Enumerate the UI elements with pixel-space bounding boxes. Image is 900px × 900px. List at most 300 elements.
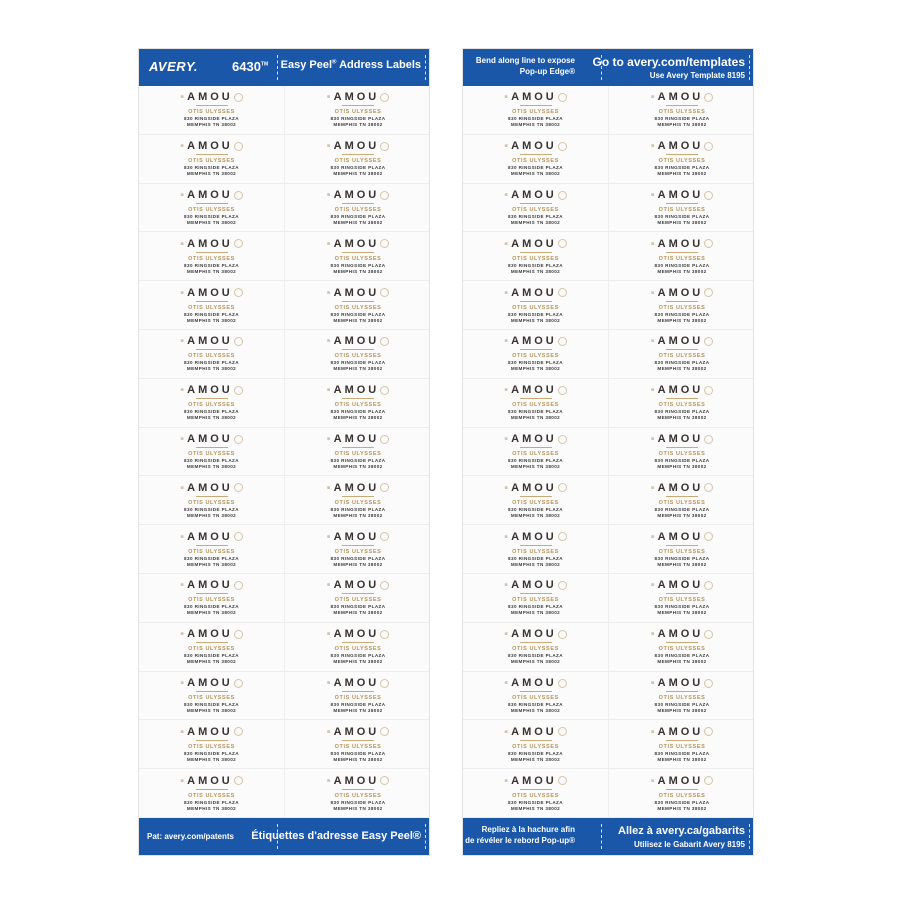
address-line-2: MEMPHIS TN 38002: [657, 463, 707, 469]
address-line-1: 830 RINGSIDE PLAZA: [654, 701, 710, 707]
address-line-1: 830 RINGSIDE PLAZA: [508, 750, 563, 756]
brand-initial-icon: ▪: [180, 579, 188, 592]
brand-initial-icon: ▪: [326, 676, 334, 689]
divider: [342, 447, 374, 448]
divider: [342, 691, 374, 692]
brand-logo: ▪AMOU: [504, 91, 567, 103]
brand-emblem-icon: [558, 93, 567, 102]
brand-emblem-icon: [704, 142, 713, 151]
address-line-2: MEMPHIS TN 38002: [186, 512, 237, 518]
address-line-2: MEMPHIS TN 38002: [657, 219, 707, 225]
address-line-1: 830 RINGSIDE PLAZA: [508, 604, 563, 610]
recipient-name: OTIS ULYSSES: [512, 402, 559, 409]
divider: [196, 691, 228, 692]
recipient-name: OTIS ULYSSES: [512, 353, 559, 360]
address-line-1: 830 RINGSIDE PLAZA: [654, 750, 710, 756]
bend-instructions: Bend along line to expose Pop-up Edge®: [475, 56, 575, 76]
brand-logo: ▪AMOU: [180, 335, 243, 347]
address-line-1: 830 RINGSIDE PLAZA: [330, 701, 386, 707]
divider: [666, 447, 698, 448]
recipient-name: OTIS ULYSSES: [512, 109, 559, 116]
sheet-footer-bar: [139, 818, 429, 855]
brand-initial-icon: ▪: [180, 725, 188, 738]
recipient-name: OTIS ULYSSES: [334, 402, 382, 409]
brand-logo: ▪AMOU: [180, 140, 243, 152]
brand-emblem-icon: [558, 142, 567, 151]
perforation-mark: [749, 824, 750, 849]
brand-logo: ▪AMOU: [180, 677, 243, 689]
address-line-2: MEMPHIS TN 38002: [657, 756, 707, 762]
brand-initial-icon: ▪: [504, 140, 512, 153]
brand-emblem-icon: [558, 191, 567, 200]
brand-emblem-icon: [380, 727, 389, 736]
address-line-2: MEMPHIS TN 38002: [186, 219, 237, 225]
recipient-name: OTIS ULYSSES: [512, 499, 559, 506]
address-label: [139, 623, 285, 672]
address-label: [139, 672, 285, 721]
brand-initial-icon: ▪: [504, 91, 512, 104]
brand-emblem-icon: [380, 386, 389, 395]
brand-emblem-icon: [234, 435, 243, 444]
divider: [196, 496, 228, 497]
address-line-2: MEMPHIS TN 38002: [333, 756, 383, 762]
brand-initial-icon: ▪: [650, 286, 658, 299]
address-label: [463, 135, 609, 184]
brand-logo: ▪AMOU: [327, 531, 390, 543]
brand-logo: ▪AMOU: [327, 287, 390, 299]
template-link-fr: Allez à avery.ca/gabarits Utilisez le Gabarit Avery 8195: [618, 825, 745, 849]
address-line-2: MEMPHIS TN 38002: [510, 707, 561, 713]
divider: [666, 349, 698, 350]
divider: [666, 398, 698, 399]
product-number: 6430™: [232, 59, 269, 74]
divider: [342, 349, 374, 350]
brand-emblem-icon: [558, 337, 567, 346]
brand-logo: ▪AMOU: [180, 482, 243, 494]
brand-logo: ▪AMOU: [327, 140, 390, 152]
recipient-name: OTIS ULYSSES: [658, 646, 706, 653]
divider: [666, 691, 698, 692]
recipient-name: OTIS ULYSSES: [658, 109, 706, 116]
divider: [666, 642, 698, 643]
brand-logo: ▪AMOU: [504, 335, 567, 347]
address-line-2: MEMPHIS TN 38002: [186, 122, 237, 128]
address-line-1: 830 RINGSIDE PLAZA: [330, 653, 386, 659]
brand-logo: ▪AMOU: [651, 726, 714, 738]
address-label: [609, 184, 754, 233]
address-line-2: MEMPHIS TN 38002: [510, 268, 561, 274]
divider: [196, 203, 228, 204]
address-label: [609, 232, 754, 281]
brand-emblem-icon: [558, 679, 567, 688]
address-label: [285, 769, 430, 818]
brand-initial-icon: ▪: [504, 481, 512, 494]
address-label: [285, 86, 430, 135]
address-line-1: 830 RINGSIDE PLAZA: [330, 311, 386, 317]
recipient-name: OTIS ULYSSES: [658, 206, 706, 213]
recipient-name: OTIS ULYSSES: [188, 548, 235, 555]
address-label: [463, 232, 609, 281]
brand-logo: ▪AMOU: [504, 482, 567, 494]
brand-logo: ▪AMOU: [327, 384, 390, 396]
brand-logo: ▪AMOU: [651, 91, 714, 103]
brand-logo: ▪AMOU: [504, 238, 567, 250]
address-line-2: MEMPHIS TN 38002: [333, 512, 383, 518]
address-line-2: MEMPHIS TN 38002: [186, 561, 237, 567]
divider: [196, 105, 228, 106]
recipient-name: OTIS ULYSSES: [188, 792, 235, 799]
address-label: [285, 184, 430, 233]
recipient-name: OTIS ULYSSES: [188, 109, 235, 116]
brand-logo: ▪AMOU: [327, 91, 390, 103]
brand-initial-icon: ▪: [326, 774, 334, 787]
divider: [666, 789, 698, 790]
brand-logo: ▪AMOU: [651, 775, 714, 787]
brand-initial-icon: ▪: [180, 432, 188, 445]
divider: [666, 203, 698, 204]
address-label: [609, 379, 754, 428]
address-line-1: 830 RINGSIDE PLAZA: [654, 360, 710, 366]
brand-emblem-icon: [234, 679, 243, 688]
brand-logo: ▪AMOU: [504, 726, 567, 738]
brand-logo: ▪AMOU: [180, 579, 243, 591]
brand-emblem-icon: [380, 93, 389, 102]
address-line-2: MEMPHIS TN 38002: [510, 317, 561, 323]
recipient-name: OTIS ULYSSES: [334, 109, 382, 116]
address-line-1: 830 RINGSIDE PLAZA: [330, 604, 386, 610]
recipient-name: OTIS ULYSSES: [512, 646, 559, 653]
address-line-1: 830 RINGSIDE PLAZA: [330, 506, 386, 512]
brand-emblem-icon: [704, 337, 713, 346]
address-line-1: 830 RINGSIDE PLAZA: [654, 311, 710, 317]
address-label: [285, 379, 430, 428]
address-line-2: MEMPHIS TN 38002: [657, 512, 707, 518]
address-label: [139, 379, 285, 428]
brand-emblem-icon: [380, 532, 389, 541]
brand-initial-icon: ▪: [650, 237, 658, 250]
brand-logo: ▪AMOU: [180, 433, 243, 445]
brand-initial-icon: ▪: [180, 676, 188, 689]
recipient-name: OTIS ULYSSES: [334, 646, 382, 653]
brand-initial-icon: ▪: [650, 188, 658, 201]
brand-emblem-icon: [380, 435, 389, 444]
recipient-name: OTIS ULYSSES: [188, 646, 235, 653]
divider: [342, 789, 374, 790]
brand-emblem-icon: [704, 679, 713, 688]
recipient-name: OTIS ULYSSES: [188, 158, 235, 165]
address-line-2: MEMPHIS TN 38002: [510, 415, 561, 421]
recipient-name: OTIS ULYSSES: [334, 206, 382, 213]
brand-initial-icon: ▪: [650, 676, 658, 689]
address-line-1: 830 RINGSIDE PLAZA: [654, 116, 710, 122]
divider: [342, 398, 374, 399]
brand-logo: ▪AMOU: [327, 238, 390, 250]
recipient-name: OTIS ULYSSES: [188, 743, 235, 750]
brand-emblem-icon: [558, 532, 567, 541]
brand-emblem-icon: [558, 727, 567, 736]
address-line-1: 830 RINGSIDE PLAZA: [508, 799, 563, 805]
brand-emblem-icon: [234, 776, 243, 785]
brand-emblem-icon: [558, 386, 567, 395]
brand-emblem-icon: [558, 630, 567, 639]
address-line-1: 830 RINGSIDE PLAZA: [330, 360, 386, 366]
brand-initial-icon: ▪: [650, 432, 658, 445]
address-label: [609, 525, 754, 574]
brand-logo: ▪AMOU: [327, 775, 390, 787]
brand-initial-icon: ▪: [180, 628, 188, 641]
address-line-2: MEMPHIS TN 38002: [657, 366, 707, 372]
brand-emblem-icon: [234, 727, 243, 736]
address-line-1: 830 RINGSIDE PLAZA: [184, 701, 239, 707]
address-label: [285, 428, 430, 477]
recipient-name: OTIS ULYSSES: [658, 402, 706, 409]
address-line-2: MEMPHIS TN 38002: [186, 805, 237, 811]
brand-logo: ▪AMOU: [327, 482, 390, 494]
brand-initial-icon: ▪: [180, 774, 188, 787]
address-line-1: 830 RINGSIDE PLAZA: [184, 311, 239, 317]
brand-initial-icon: ▪: [326, 579, 334, 592]
address-line-2: MEMPHIS TN 38002: [510, 463, 561, 469]
brand-initial-icon: ▪: [326, 188, 334, 201]
patents-text: Pat: avery.com/patents: [147, 832, 234, 841]
divider: [666, 105, 698, 106]
brand-logo: ▪AMOU: [327, 628, 390, 640]
recipient-name: OTIS ULYSSES: [188, 597, 235, 604]
recipient-name: OTIS ULYSSES: [658, 792, 706, 799]
recipient-name: OTIS ULYSSES: [188, 450, 235, 457]
recipient-name: OTIS ULYSSES: [512, 158, 559, 165]
brand-initial-icon: ▪: [326, 432, 334, 445]
address-label: [609, 135, 754, 184]
brand-initial-icon: ▪: [504, 384, 512, 397]
divider: [196, 593, 228, 594]
address-line-1: 830 RINGSIDE PLAZA: [184, 116, 239, 122]
brand-emblem-icon: [380, 239, 389, 248]
brand-initial-icon: ▪: [180, 530, 188, 543]
brand-logo: ▪AMOU: [651, 433, 714, 445]
brand-initial-icon: ▪: [650, 384, 658, 397]
address-label: [609, 623, 754, 672]
address-line-2: MEMPHIS TN 38002: [333, 122, 383, 128]
recipient-name: OTIS ULYSSES: [658, 499, 706, 506]
brand-emblem-icon: [234, 337, 243, 346]
divider: [342, 642, 374, 643]
brand-emblem-icon: [704, 288, 713, 297]
address-label: [139, 769, 285, 818]
address-label: [463, 86, 609, 135]
address-line-1: 830 RINGSIDE PLAZA: [184, 213, 239, 219]
brand-initial-icon: ▪: [326, 384, 334, 397]
address-line-1: 830 RINGSIDE PLAZA: [508, 701, 563, 707]
recipient-name: OTIS ULYSSES: [334, 743, 382, 750]
brand-logo: ▪AMOU: [180, 238, 243, 250]
address-line-1: 830 RINGSIDE PLAZA: [654, 262, 710, 268]
address-label: [139, 184, 285, 233]
address-line-2: MEMPHIS TN 38002: [657, 561, 707, 567]
recipient-name: OTIS ULYSSES: [188, 499, 235, 506]
recipient-name: OTIS ULYSSES: [188, 353, 235, 360]
address-label: [139, 525, 285, 574]
divider: [342, 545, 374, 546]
recipient-name: OTIS ULYSSES: [334, 499, 382, 506]
brand-logo: ▪AMOU: [651, 287, 714, 299]
brand-initial-icon: ▪: [650, 628, 658, 641]
brand-emblem-icon: [558, 435, 567, 444]
address-line-1: 830 RINGSIDE PLAZA: [508, 311, 563, 317]
address-line-2: MEMPHIS TN 38002: [657, 659, 707, 665]
address-line-2: MEMPHIS TN 38002: [510, 512, 561, 518]
brand-logo: ▪AMOU: [327, 335, 390, 347]
recipient-name: OTIS ULYSSES: [512, 743, 559, 750]
address-line-1: 830 RINGSIDE PLAZA: [330, 262, 386, 268]
divider: [520, 154, 552, 155]
brand-initial-icon: ▪: [504, 774, 512, 787]
recipient-name: OTIS ULYSSES: [334, 548, 382, 555]
address-line-2: MEMPHIS TN 38002: [186, 317, 237, 323]
address-label: [609, 720, 754, 769]
brand-emblem-icon: [704, 581, 713, 590]
brand-logo: ▪AMOU: [651, 140, 714, 152]
address-line-1: 830 RINGSIDE PLAZA: [508, 165, 563, 171]
address-label: [285, 330, 430, 379]
brand-logo: ▪AMOU: [327, 579, 390, 591]
address-line-1: 830 RINGSIDE PLAZA: [184, 653, 239, 659]
brand-initial-icon: ▪: [650, 725, 658, 738]
address-label: [609, 476, 754, 525]
brand-initial-icon: ▪: [650, 91, 658, 104]
divider: [520, 642, 552, 643]
brand-initial-icon: ▪: [650, 774, 658, 787]
brand-emblem-icon: [234, 191, 243, 200]
brand-emblem-icon: [704, 239, 713, 248]
brand-emblem-icon: [234, 288, 243, 297]
address-label: [285, 476, 430, 525]
brand-initial-icon: ▪: [504, 530, 512, 543]
address-line-1: 830 RINGSIDE PLAZA: [654, 409, 710, 415]
divider: [342, 203, 374, 204]
divider: [520, 105, 552, 106]
recipient-name: OTIS ULYSSES: [658, 353, 706, 360]
recipient-name: OTIS ULYSSES: [334, 694, 382, 701]
address-line-2: MEMPHIS TN 38002: [333, 219, 383, 225]
address-label: [285, 525, 430, 574]
brand-logo: ▪AMOU: [180, 384, 243, 396]
divider: [342, 105, 374, 106]
sheet-footer-bar: [463, 818, 753, 855]
brand-initial-icon: ▪: [504, 335, 512, 348]
address-line-2: MEMPHIS TN 38002: [510, 219, 561, 225]
address-label: [139, 720, 285, 769]
brand-emblem-icon: [558, 776, 567, 785]
address-line-1: 830 RINGSIDE PLAZA: [508, 653, 563, 659]
brand-initial-icon: ▪: [504, 188, 512, 201]
brand-emblem-icon: [558, 483, 567, 492]
divider: [342, 593, 374, 594]
recipient-name: OTIS ULYSSES: [658, 255, 706, 262]
address-line-2: MEMPHIS TN 38002: [510, 561, 561, 567]
address-line-2: MEMPHIS TN 38002: [657, 268, 707, 274]
address-label: [139, 428, 285, 477]
brand-logo: ▪AMOU: [504, 677, 567, 689]
brand-emblem-icon: [234, 483, 243, 492]
address-label: [463, 574, 609, 623]
address-line-1: 830 RINGSIDE PLAZA: [654, 604, 710, 610]
address-line-1: 830 RINGSIDE PLAZA: [184, 506, 239, 512]
perforation-mark: [277, 55, 278, 80]
address-label: [463, 720, 609, 769]
brand-emblem-icon: [704, 532, 713, 541]
brand-emblem-icon: [704, 630, 713, 639]
address-line-2: MEMPHIS TN 38002: [333, 707, 383, 713]
address-line-2: MEMPHIS TN 38002: [186, 366, 237, 372]
address-line-2: MEMPHIS TN 38002: [657, 317, 707, 323]
divider: [520, 252, 552, 253]
address-label: [463, 184, 609, 233]
brand-initial-icon: ▪: [504, 237, 512, 250]
address-line-1: 830 RINGSIDE PLAZA: [330, 555, 386, 561]
brand-initial-icon: ▪: [326, 237, 334, 250]
brand-initial-icon: ▪: [650, 481, 658, 494]
brand-initial-icon: ▪: [504, 432, 512, 445]
address-label: [285, 135, 430, 184]
brand-emblem-icon: [380, 679, 389, 688]
address-line-1: 830 RINGSIDE PLAZA: [184, 457, 239, 463]
recipient-name: OTIS ULYSSES: [188, 255, 235, 262]
address-label: [139, 232, 285, 281]
brand-emblem-icon: [234, 93, 243, 102]
brand-logo: ▪AMOU: [504, 140, 567, 152]
address-line-1: 830 RINGSIDE PLAZA: [330, 116, 386, 122]
brand-logo: ▪AMOU: [327, 189, 390, 201]
recipient-name: OTIS ULYSSES: [658, 548, 706, 555]
divider: [196, 301, 228, 302]
brand-emblem-icon: [558, 288, 567, 297]
address-line-2: MEMPHIS TN 38002: [657, 171, 707, 177]
divider: [666, 252, 698, 253]
address-line-1: 830 RINGSIDE PLAZA: [508, 360, 563, 366]
divider: [342, 252, 374, 253]
address-label: [285, 623, 430, 672]
address-line-2: MEMPHIS TN 38002: [510, 659, 561, 665]
address-line-1: 830 RINGSIDE PLAZA: [184, 360, 239, 366]
brand-initial-icon: ▪: [326, 140, 334, 153]
brand-emblem-icon: [704, 93, 713, 102]
template-link: Go to avery.com/templates Use Avery Template 8195: [592, 55, 745, 80]
address-line-2: MEMPHIS TN 38002: [510, 805, 561, 811]
recipient-name: OTIS ULYSSES: [334, 304, 382, 311]
address-label: [463, 428, 609, 477]
divider: [666, 496, 698, 497]
recipient-name: OTIS ULYSSES: [334, 792, 382, 799]
brand-emblem-icon: [380, 630, 389, 639]
brand-logo: ▪AMOU: [504, 189, 567, 201]
divider: [196, 252, 228, 253]
address-line-1: 830 RINGSIDE PLAZA: [330, 213, 386, 219]
address-line-2: MEMPHIS TN 38002: [510, 122, 561, 128]
recipient-name: OTIS ULYSSES: [188, 694, 235, 701]
brand-initial-icon: ▪: [504, 725, 512, 738]
address-line-1: 830 RINGSIDE PLAZA: [330, 409, 386, 415]
address-line-2: MEMPHIS TN 38002: [333, 317, 383, 323]
address-line-2: MEMPHIS TN 38002: [333, 805, 383, 811]
recipient-name: OTIS ULYSSES: [512, 206, 559, 213]
recipient-name: OTIS ULYSSES: [188, 402, 235, 409]
address-label: [463, 525, 609, 574]
recipient-name: OTIS ULYSSES: [334, 597, 382, 604]
label-grid-right: [463, 86, 753, 818]
product-title-fr: Étiquettes d'adresse Easy Peel®: [251, 830, 421, 842]
address-line-2: MEMPHIS TN 38002: [186, 707, 237, 713]
